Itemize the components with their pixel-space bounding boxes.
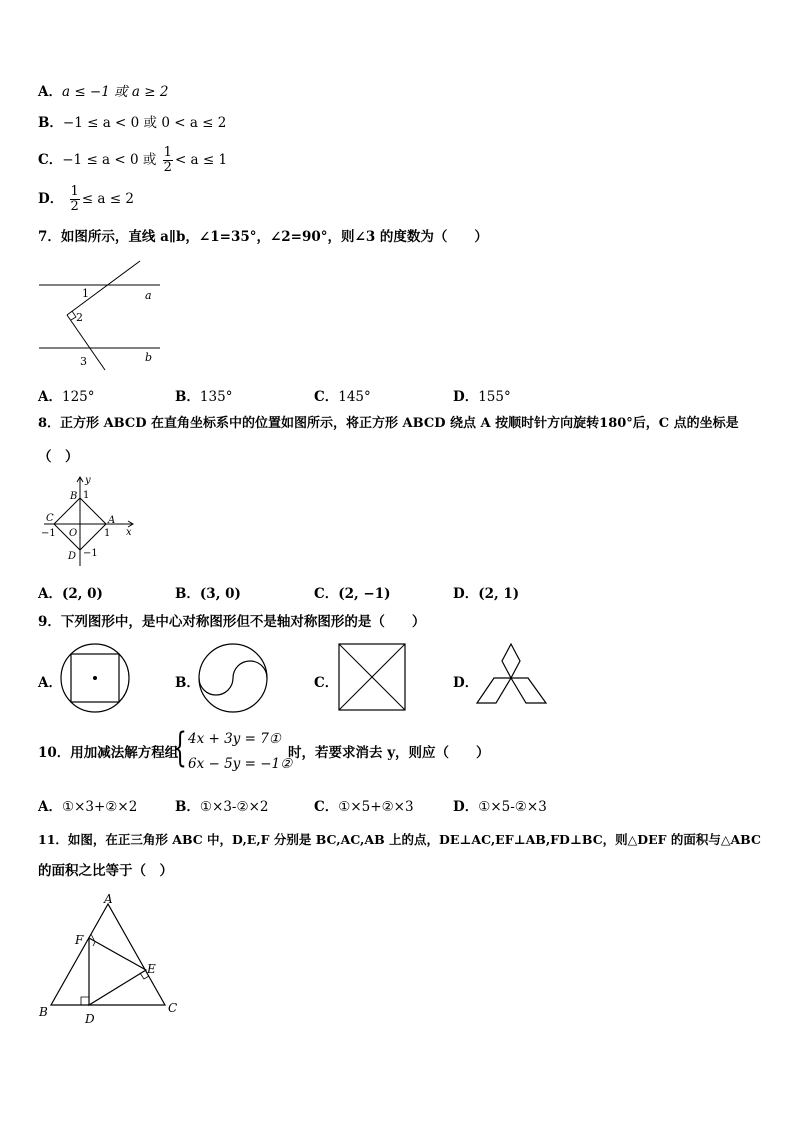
fraction-numerator: 1 <box>70 184 79 199</box>
q8-option-d <box>453 582 519 602</box>
option-label: B． <box>175 799 200 815</box>
option-text: ①×3+②×2 <box>61 799 138 815</box>
q10-pre: 10．用加减法解方程组 <box>38 745 179 761</box>
q6-option-a <box>38 83 168 101</box>
option-label: A． <box>38 586 62 602</box>
option-text: 125° <box>61 389 95 405</box>
label-angle-3: 3 <box>80 355 87 368</box>
q11-figure <box>37 892 187 1026</box>
q10-option-d <box>453 795 547 815</box>
label-neg1-y: −1 <box>83 548 98 559</box>
label-x: x <box>126 527 132 538</box>
q10-option-b <box>175 795 269 815</box>
q9-option-b-label: B． <box>175 675 200 691</box>
option-text-post: < a ≤ 1 <box>174 152 228 168</box>
s-curve <box>199 661 267 695</box>
option-text: (2, −1) <box>338 586 391 602</box>
q8-option-b <box>175 582 241 602</box>
triangle-def <box>89 938 146 1005</box>
q8-option-a <box>38 582 103 602</box>
q8-paren: （ ） <box>38 449 79 465</box>
option-label: C． <box>314 799 339 815</box>
option-label: A． <box>38 84 62 100</box>
right-angle-mark-d <box>81 997 89 1005</box>
q10-option-a <box>38 795 137 815</box>
label-F: F <box>75 933 84 947</box>
option-text: −1 ≤ a < 0 或 0 < a ≤ 2 <box>62 115 227 131</box>
option-text: 155° <box>478 389 511 405</box>
q8-option-c <box>314 582 391 602</box>
option-text: (3, 0) <box>199 586 241 602</box>
q9-question: 9．下列图形中，是中心对称图形但不是轴对称图形的是（ ） <box>38 614 426 630</box>
q9-option-d-label: D． <box>453 675 479 691</box>
q10-equation-2: 6x − 5y = −1② <box>188 756 293 772</box>
option-label: C． <box>314 389 339 405</box>
rhombus-left <box>477 678 511 703</box>
label-y: y <box>85 475 91 486</box>
q7-question: 7．如图所示，直线 a∥b，∠1=35°，∠2=90°，则∠3 的度数为（ ） <box>38 229 488 245</box>
fraction <box>163 146 173 175</box>
q9-option-c-label: C． <box>314 675 339 691</box>
label-C: C <box>168 1001 178 1015</box>
option-label: A． <box>38 799 62 815</box>
option-label: D． <box>453 389 479 405</box>
q6-option-d <box>38 182 134 216</box>
option-label: D． <box>453 586 479 602</box>
label-O: O <box>69 528 78 539</box>
option-label: C． <box>314 586 339 602</box>
q6-option-b <box>38 114 226 132</box>
label-neg1-x: −1 <box>41 528 56 539</box>
option-label: A． <box>38 389 62 405</box>
label-B: B <box>70 491 78 502</box>
q8-figure <box>40 476 150 571</box>
q11-question-line-2: 的面积之比等于（ ） <box>38 863 173 879</box>
equation-brace: { <box>173 725 187 771</box>
option-text: 145° <box>338 389 371 405</box>
q9-figure-b <box>198 643 270 715</box>
q10-option-c <box>314 795 414 815</box>
label-angle-2: 2 <box>76 311 83 324</box>
option-text: 135° <box>199 389 233 405</box>
q7-option-d <box>453 385 511 405</box>
q8-question: 8．正方形 ABCD 在直角坐标系中的位置如图所示，将正方形 ABCD 绕点 A 按顺时针方向旋转180°后，C 点的坐标是 <box>38 416 739 431</box>
q7-option-c <box>314 385 371 405</box>
option-label: B． <box>38 115 63 131</box>
q7-option-a <box>38 385 95 405</box>
triangle-abc <box>51 904 165 1005</box>
q10-equation-1: 4x + 3y = 7① <box>188 731 281 747</box>
option-text: (2, 0) <box>61 586 103 602</box>
fraction-denominator: 2 <box>70 199 79 214</box>
label-C: C <box>46 513 54 524</box>
label-B: B <box>39 1005 48 1019</box>
q9-figure-a <box>60 643 132 715</box>
option-text: (2, 1) <box>478 586 520 602</box>
label-1-y: 1 <box>83 490 90 501</box>
fraction <box>70 185 80 214</box>
option-text-post: ≤ a ≤ 2 <box>81 191 134 207</box>
option-label: B． <box>175 586 200 602</box>
rhombus-top <box>502 644 520 678</box>
label-1-x: 1 <box>104 528 111 539</box>
label-D: D <box>68 551 77 562</box>
option-label: D． <box>38 191 64 207</box>
label-angle-1: 1 <box>82 287 89 300</box>
label-A: A <box>104 892 113 906</box>
center-dot <box>93 676 97 680</box>
q7-option-b <box>175 385 232 405</box>
option-text: ①×5+②×3 <box>338 799 414 815</box>
option-label: D． <box>453 799 479 815</box>
option-label: B． <box>175 389 200 405</box>
option-text: a ≤ −1 或 a ≥ 2 <box>61 84 169 100</box>
label-E: E <box>147 962 156 976</box>
label-line-b: b <box>145 351 153 364</box>
label-A: A <box>108 515 116 526</box>
q9-figure-d <box>476 643 551 708</box>
label-line-a: a <box>145 289 152 302</box>
option-label: C． <box>38 152 63 168</box>
fraction-numerator: 1 <box>163 145 172 160</box>
q10-post: 时，若要求消去 y，则应（ ） <box>288 745 490 761</box>
q9-figure-c <box>338 643 408 713</box>
transversal-upper <box>67 261 140 315</box>
q9-option-a-label: A． <box>38 675 62 691</box>
q11-question-line-1: 11．如图，在正三角形 ABC 中，D,E,F 分别是 BC,AC,AB 上的点，DE⊥AC,EF⊥AB,FD⊥BC，则△DEF 的面积与△ABC <box>38 832 761 847</box>
fraction-denominator: 2 <box>163 160 172 175</box>
option-text: ①×5-②×3 <box>478 799 547 815</box>
option-text-pre: −1 ≤ a < 0 或 <box>62 152 157 168</box>
label-D: D <box>85 1012 95 1026</box>
rhombus-right <box>511 678 546 703</box>
q7-figure <box>35 258 165 368</box>
q6-option-c <box>38 143 227 177</box>
option-text: ①×3-②×2 <box>199 799 269 815</box>
